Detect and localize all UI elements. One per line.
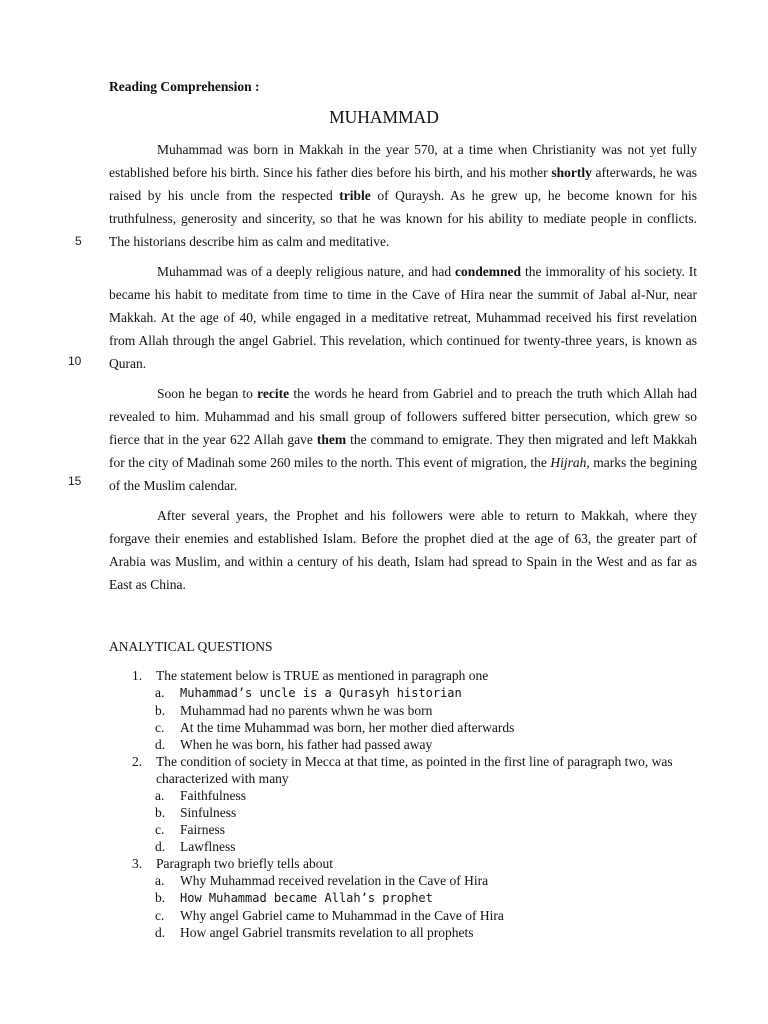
answer-option (109, 702, 709, 719)
option-letter: a. (155, 788, 165, 803)
line-number: 15 (68, 474, 82, 488)
option-letter: d. (155, 737, 166, 752)
option-letter: d. (155, 839, 166, 854)
questions-heading: ANALYTICAL QUESTIONS (109, 639, 273, 654)
option-text: At the time Muhammad was born, her mother died afterwards (180, 720, 515, 735)
question-item (109, 667, 709, 684)
option-letter: c. (155, 908, 165, 923)
passage-text: Soon he began to (157, 386, 258, 401)
option-letter: b. (155, 805, 166, 820)
option-text: Muhammad’s uncle is a Qurasyh historian (180, 686, 462, 700)
option-letter: c. (155, 822, 165, 837)
option-text: How angel Gabriel transmits revelation to all prophets (180, 925, 474, 940)
question-number: 2. (132, 754, 143, 769)
option-text: Fairness (180, 822, 225, 837)
answer-option (109, 872, 709, 889)
reading-passage (109, 138, 697, 603)
bold-keyword: condemned (455, 264, 522, 279)
line-number: 5 (75, 234, 82, 248)
question-item (109, 753, 709, 787)
option-text: Faithfulness (180, 788, 246, 803)
answer-option (109, 889, 709, 907)
answer-option (109, 804, 709, 821)
option-text: Muhammad had no parents whwn he was born (180, 703, 433, 718)
option-letter: d. (155, 925, 166, 940)
answer-option (109, 719, 709, 736)
option-letter: a. (155, 685, 165, 700)
bold-keyword: shortly (551, 165, 592, 180)
option-text: Why Muhammad received revelation in the Cave of Hira (180, 873, 489, 888)
option-text: Why angel Gabriel came to Muhammad in the Cave of Hira (180, 908, 504, 923)
option-letter: a. (155, 873, 165, 888)
passage-text: the command to emigrate. They then migrated and left Makkah for the city of Madinah some 260 miles to the north. This event of migration, the (109, 432, 698, 470)
bold-keyword: trible (339, 188, 371, 203)
line-number: 10 (68, 354, 82, 368)
passage-paragraph (109, 504, 697, 596)
page-title: MUHAMMAD (329, 107, 439, 127)
passage-paragraph (109, 138, 697, 253)
bold-keyword: them (316, 432, 347, 447)
passage-text: of Quraysh. As he grew up, he become known for his truthfulness, generosity and sincerity, so that he was known for his ability to mediate people in conflicts. The historians describe him as calm and meditative. (109, 188, 697, 249)
answer-option (109, 924, 709, 941)
option-letter: b. (155, 703, 166, 718)
question-list (109, 667, 709, 941)
passage-text: Muhammad was born in Makkah in the year 570, at a time when Christianity was not yet fully established before his birth. Since his father dies before his birth, and his mother (109, 142, 697, 180)
question-text: Paragraph two briefly tells about (156, 856, 333, 871)
passage-paragraph (109, 382, 697, 497)
passage-text: marks the begining of the Muslim calendar. (109, 455, 697, 493)
question-number: 3. (132, 856, 143, 871)
answer-option (109, 684, 709, 702)
option-text: Sinfulness (180, 805, 237, 820)
section-heading: Reading Comprehension : (109, 79, 260, 94)
option-text: How Muhammad became Allah’s prophet (180, 891, 433, 905)
answer-option (109, 907, 709, 924)
passage-paragraph (109, 260, 697, 375)
question-text: The statement below is TRUE as mentioned in paragraph one (156, 668, 489, 683)
passage-text: Muhammad was of a deeply religious nature, and had (157, 264, 456, 279)
passage-text: afterwards, he was raised by his uncle from the respected (109, 165, 697, 203)
answer-option (109, 736, 709, 753)
passage-text: After several years, the Prophet and his followers were able to return to Makkah, where they forgave their enemies and established Islam. Before the prophet died at the age of 63, the greater part of Arabia was Muslim, and within a century of his death, Islam had spread to Spain in the West and as far as East as China. (109, 508, 697, 592)
passage-text: the words he heard from Gabriel and to preach the truth which Allah had revealed to him. Muhammad and his small group of followers suffered bitter persecution, which grew so fierce that in the year 622 Allah gave (109, 386, 697, 447)
option-letter: b. (155, 890, 166, 905)
bold-keyword: recite (257, 386, 290, 401)
question-item (109, 855, 709, 872)
answer-option (109, 821, 709, 838)
question-number: 1. (132, 668, 143, 683)
option-text: Lawflness (180, 839, 236, 854)
passage-text: the immorality of his society. It became his habit to meditate from time to time in the Cave of Hira near the summit of Jabal al-Nur, near Makkah. At the age of 40, while engaged in a meditative retreat, Muhammad received his first revelation from Allah through the angel Gabriel. This revelation, which continued for twenty-three years, is known as Quran. (109, 264, 698, 371)
answer-option (109, 838, 709, 855)
answer-option (109, 787, 709, 804)
question-text: The condition of society in Mecca at that time, as pointed in the first line of paragraph two, was characterized with many (156, 754, 673, 786)
option-text: When he was born, his father had passed away (180, 737, 433, 752)
italic-term: Hijrah, (550, 455, 590, 470)
option-letter: c. (155, 720, 165, 735)
